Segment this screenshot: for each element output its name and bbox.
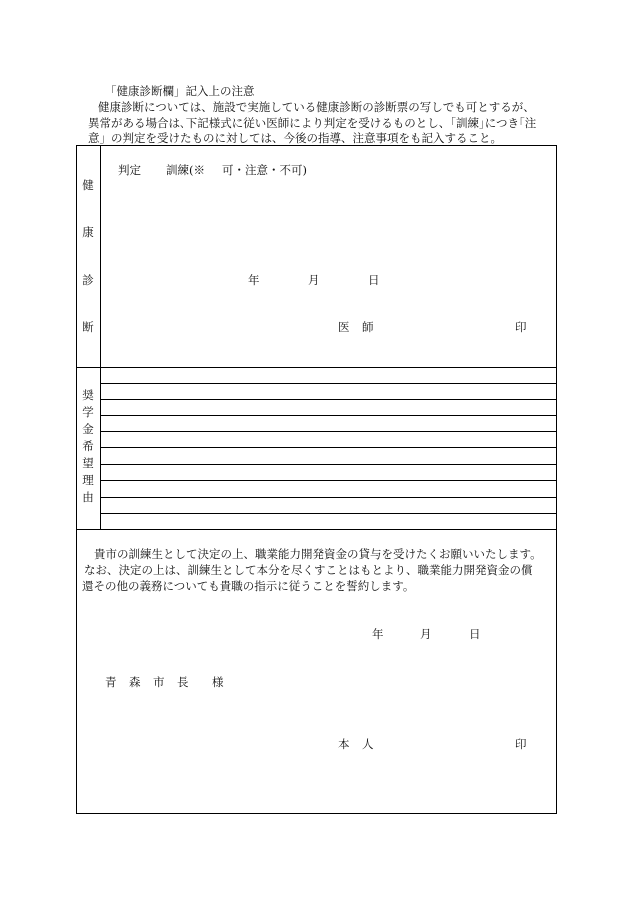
pledge-line-3: 還その他の義務についても貴職の指示に従うことを誓約します。 [82, 579, 415, 593]
judgment-label: 判定 [118, 163, 141, 177]
notes-line-3: 意」の判定を受けたものに対しては、今後の指導、注意事項をも記入すること。 [88, 131, 502, 145]
reason-line [100, 480, 557, 481]
reason-line [100, 513, 557, 514]
scholarship-label-char: 奨 [82, 388, 94, 402]
scholarship-label-char: 由 [82, 490, 94, 504]
scholarship-label-char: 学 [82, 405, 94, 419]
applicant-label: 本 [338, 737, 350, 751]
pledge-line-2: なお、決定の上は、訓練生として本分を尽くすことはもとより、職業能力開発資金の償 [84, 563, 533, 577]
reason-line [100, 383, 557, 384]
addressee-char: 青 [105, 675, 117, 689]
doctor-seal: 印 [515, 320, 527, 334]
notes-heading: 「健康診断欄」記入上の注意 [105, 84, 255, 98]
reason-line [100, 399, 557, 400]
reason-line [100, 464, 557, 465]
notes-line-2: 異常がある場合は､下記様式に従い医師により判定を受けるものとし、｢訓練｣につき｢注 [88, 116, 537, 130]
label-column-divider [100, 145, 101, 530]
health-date-month: 月 [308, 273, 320, 287]
scholarship-label-char: 希 [82, 439, 94, 453]
scholarship-label-char: 金 [82, 422, 94, 436]
health-date-year: 年 [248, 273, 260, 287]
health-label-char: 断 [82, 320, 94, 334]
reason-line [100, 447, 557, 448]
doctor-label-2: 師 [362, 320, 374, 334]
health-label-char: 診 [82, 273, 94, 287]
scholarship-label-char: 理 [82, 473, 94, 487]
pledge-date-month: 月 [420, 627, 432, 641]
reason-line [100, 431, 557, 432]
applicant-label-2: 人 [362, 737, 374, 751]
notes-line-1: 健康診断については、施設で実施している健康診断の診断票の写しでも可とするが、 [98, 100, 535, 114]
training-label: 訓練(※ [166, 163, 205, 177]
reason-line [100, 497, 557, 498]
reason-line [100, 415, 557, 416]
scholarship-label-char: 望 [82, 456, 94, 470]
health-label-char: 康 [82, 225, 94, 239]
scholarship-section-bottom [76, 529, 557, 530]
pledge-date-day: 日 [469, 627, 481, 641]
addressee-char: 様 [212, 675, 224, 689]
health-section-bottom [76, 367, 557, 368]
addressee-char: 森 [129, 675, 141, 689]
pledge-date-year: 年 [372, 627, 384, 641]
judgment-options[interactable]: 可・注意・不可) [222, 163, 307, 177]
addressee-char: 長 [177, 675, 189, 689]
pledge-line-1: 貴市の訓練生として決定の上、職業能力開発資金の貸与を受けたくお願いいたします。 [94, 547, 542, 561]
health-date-day: 日 [368, 273, 380, 287]
doctor-label: 医 [338, 320, 350, 334]
addressee-char: 市 [153, 675, 165, 689]
applicant-seal: 印 [515, 737, 527, 751]
health-label-char: 健 [82, 178, 94, 192]
